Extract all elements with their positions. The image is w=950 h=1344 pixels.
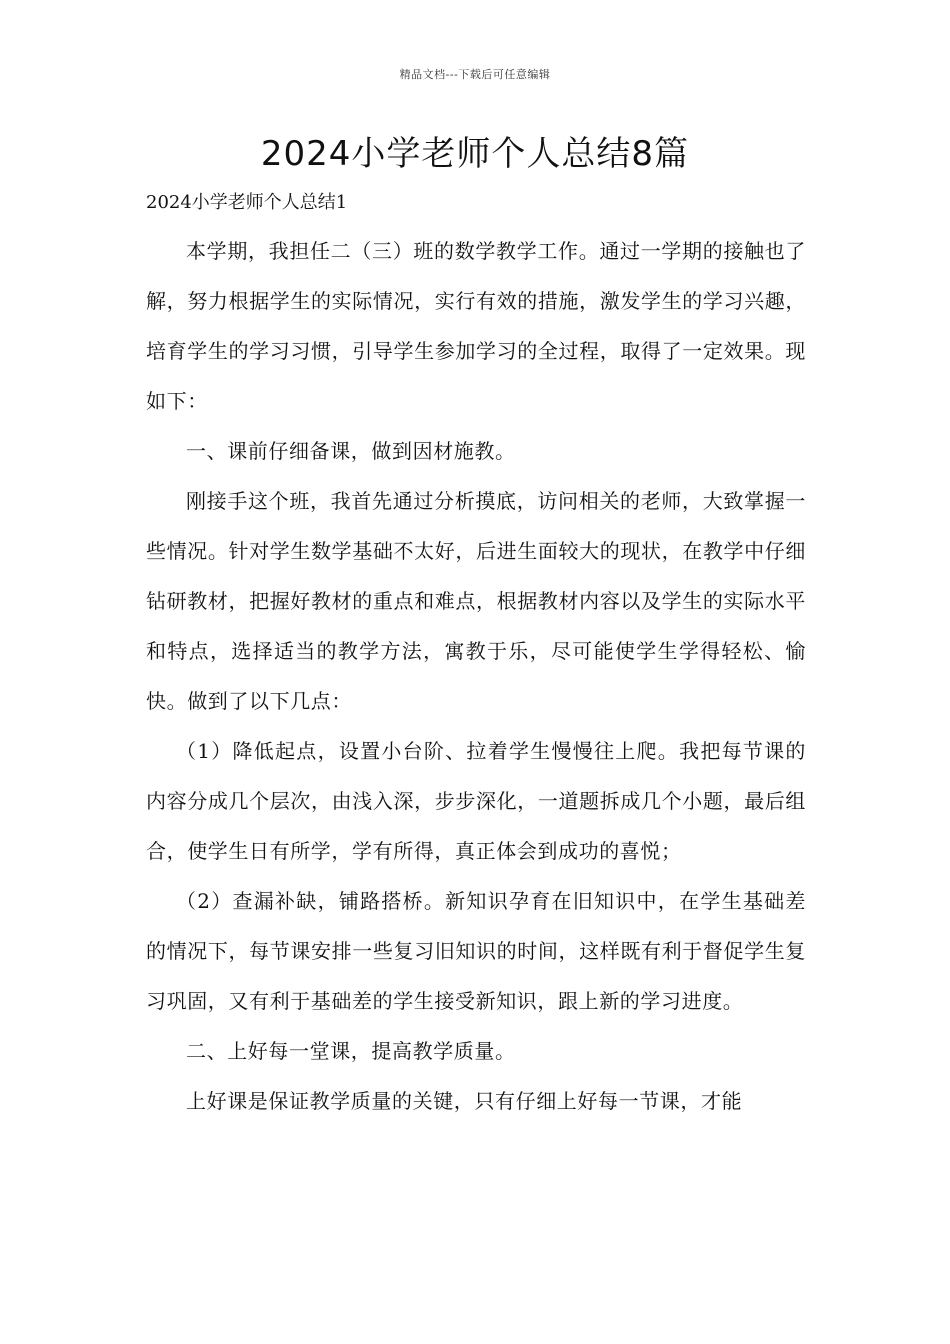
paragraph-point-1: （1）降低起点，设置小台阶、拉着学生慢慢往上爬。我把每节课的内容分成几个层次，由浅入深，步步深化，一道题拆成几个小题，最后组合，使学生日有所学，学有所得，真正体会到成功的喜悦； — [146, 739, 806, 863]
heading-teaching-quality: 二、上好每一堂课，提高教学质量。 — [186, 1039, 516, 1063]
body-text — [146, 226, 806, 1126]
paragraph-intro: 本学期，我担任二（三）班的数学教学工作。通过一学期的接触也了解，努力根据学生的实际情况，实行有效的措施，激发学生的学习兴趣，培育学生的学习习惯，引导学生参加学习的全过程，取得了一定效果。现如下： — [146, 239, 806, 413]
paragraph-teaching-quality: 上好课是保证教学质量的关键，只有仔细上好每一节课，才能 — [186, 1089, 743, 1113]
heading-lesson-prep: 一、课前仔细备课，做到因材施教。 — [186, 439, 516, 463]
paragraph-point-2: （2）查漏补缺，铺路搭桥。新知识孕育在旧知识中，在学生基础差的情况下，每节课安排一些复习旧知识的时间，这样既有利于督促学生复习巩固，又有利于基础差的学生接受新知识，跟上新的学习进度。 — [146, 889, 806, 1013]
header-note: 精品文档---下载后可任意编辑 — [399, 68, 551, 81]
paragraph-lesson-prep: 刚接手这个班，我首先通过分析摸底，访问相关的老师，大致掌握一些情况。针对学生数学基础不太好，后进生面较大的现状，在教学中仔细钻研教材，把握好教材的重点和难点，根据教材内容以及学生的实际水平和特点，选择适当的教学方法，寓教于乐，尽可能使学生学得轻松、愉快。做到了以下几点： — [146, 489, 806, 713]
document-title: 2024小学老师个人总结8篇 — [260, 134, 690, 174]
section-subtitle: 2024小学老师个人总结1 — [146, 192, 348, 213]
